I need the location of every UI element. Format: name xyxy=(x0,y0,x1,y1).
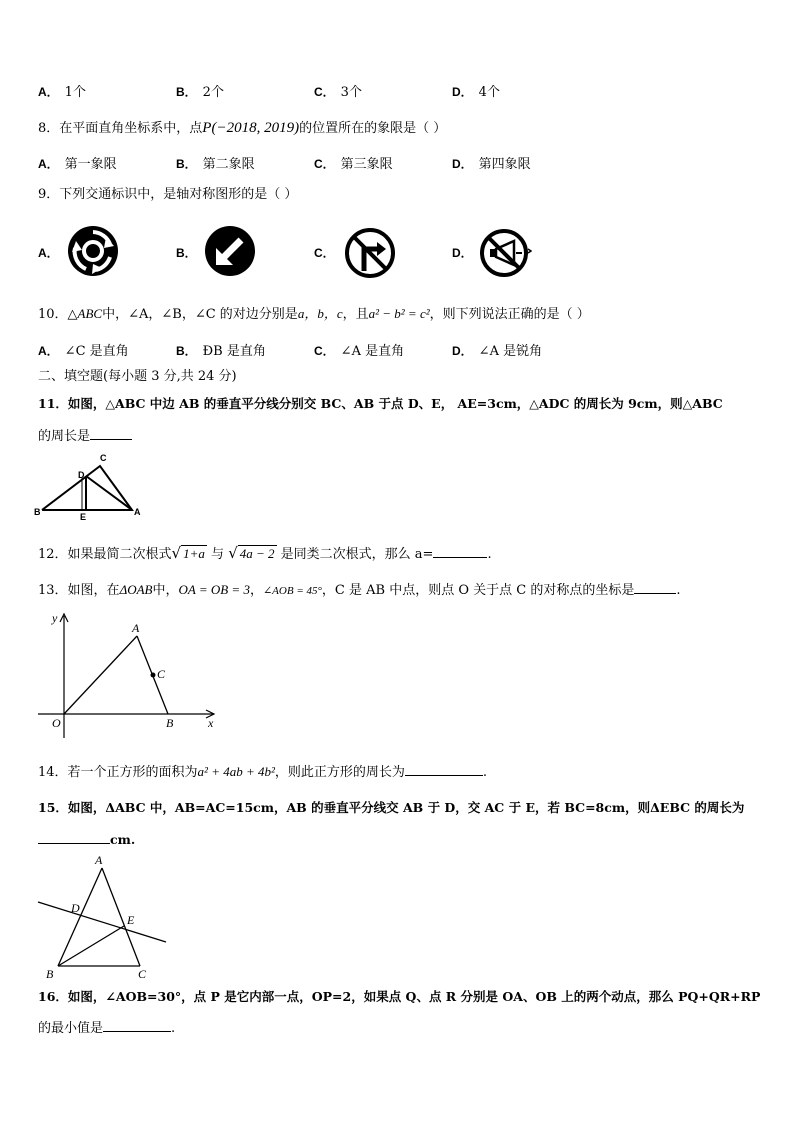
q13-label-x: x xyxy=(208,716,214,730)
q15-triangle-figure xyxy=(34,850,174,982)
q13-label-a: A xyxy=(132,621,140,635)
q13-label-y: y xyxy=(52,611,58,625)
q15-label-e: E xyxy=(127,913,135,927)
q15-label-a: A xyxy=(95,853,103,867)
q15-line2: cm. xyxy=(38,831,135,849)
roundabout-sign-icon xyxy=(66,224,120,278)
q16-answer-blank[interactable] xyxy=(103,1019,171,1032)
q12-stem: 12．如果最简二次根式√ 1+a 与 √ 4a − 2 是同类二次根式，那么 a= . xyxy=(38,544,492,562)
keep-left-sign-icon xyxy=(204,225,256,277)
q14-stem: 14．若一个正方形的面积为a² + 4ab + 4b²，则此正方形的周长为 . xyxy=(38,764,488,780)
q12-answer-blank[interactable] xyxy=(433,545,487,558)
q15-label-c: C xyxy=(138,967,147,981)
q11-line2: 的周长是 xyxy=(38,427,132,446)
q8-option-c[interactable]: C． 第三象限 xyxy=(314,157,393,172)
q13-stem: 13．如图，在ΔOAB中，OA = OB = 3，∠AOB = 45°，C 是 AB 中点，则点 O 关于点 C 的对称点的坐标是 . xyxy=(38,582,681,598)
q15-label-b: B xyxy=(46,967,54,981)
q11-label-e: E xyxy=(80,512,87,522)
q8-option-d[interactable]: D． 第四象限 xyxy=(452,157,531,172)
q7-option-b[interactable]: B． 2个 xyxy=(176,85,224,100)
q11-triangle-figure xyxy=(34,452,146,522)
q11-label-a: A xyxy=(134,507,141,517)
q9-option-a[interactable]: A． xyxy=(38,246,59,260)
q11-label-b: B xyxy=(34,507,41,517)
q11-answer-blank[interactable] xyxy=(90,427,132,440)
q10-option-b[interactable]: B． ÐB 是直角 xyxy=(176,344,266,359)
q16-line2: 的最小值是 . xyxy=(38,1021,176,1036)
q13-label-b: B xyxy=(166,716,174,730)
q13-label-c: C xyxy=(157,667,166,681)
q7-option-c[interactable]: C． 3个 xyxy=(314,85,362,100)
q10-stem: 10．△ABC中，∠A，∠B，∠C 的对边分别是a，b，c，且a² − b² = c²，则下列说法正确的是（ ） xyxy=(38,306,590,322)
q11-line1: 11．如图，△ABC 中边 AB 的垂直平分线分别交 BC、AB 于点 D、E， AE=3cm，△ADC 的周长为 9cm，则△ABC xyxy=(38,396,723,411)
q9-option-d[interactable]: D． xyxy=(452,246,473,260)
q13-label-o: O xyxy=(52,716,61,730)
q8-stem: 8．在平面直角坐标系中，点P(−2018, 2019)的位置所在的象限是（ ） xyxy=(38,120,447,136)
q13-coordinate-figure xyxy=(34,610,224,740)
q10-option-c[interactable]: C． ∠A 是直角 xyxy=(314,344,405,359)
q11-label-c: C xyxy=(100,453,107,463)
no-right-turn-sign-icon xyxy=(344,227,396,279)
q9-option-c[interactable]: C． xyxy=(314,246,335,260)
q14-answer-blank[interactable] xyxy=(405,763,483,776)
no-horn-sign-icon xyxy=(478,227,532,279)
q15-line1: 15．如图，ΔABC 中，AB=AC=15cm，AB 的垂直平分线交 AB 于 D，交 AC 于 E，若 BC=8cm，则ΔEBC 的周长为 xyxy=(38,800,745,815)
q9-option-b[interactable]: B． xyxy=(176,246,197,260)
q11-label-d: D xyxy=(78,470,85,480)
q7-option-d[interactable]: D． 4个 xyxy=(452,85,500,100)
section-title: 二、填空题(每小题 3 分,共 24 分) xyxy=(38,369,237,384)
q15-answer-blank[interactable] xyxy=(38,831,110,844)
q13-answer-blank[interactable] xyxy=(634,581,676,594)
q9-stem: 9．下列交通标识中，是轴对称图形的是（ ） xyxy=(38,187,298,202)
q8-option-a[interactable]: A． 第一象限 xyxy=(38,157,117,172)
q10-option-d[interactable]: D． ∠A 是锐角 xyxy=(452,344,543,359)
q8-option-b[interactable]: B． 第二象限 xyxy=(176,157,255,172)
q16-line1: 16．如图，∠AOB=30°，点 P 是它内部一点，OP=2，如果点 Q、点 R 分别是 OA、OB 上的两个动点，那么 PQ+QR+RP xyxy=(38,989,761,1004)
q7-option-a[interactable]: A． 1个 xyxy=(38,85,86,100)
q15-label-d: D xyxy=(71,901,80,915)
q10-option-a[interactable]: A． ∠C 是直角 xyxy=(38,344,129,359)
